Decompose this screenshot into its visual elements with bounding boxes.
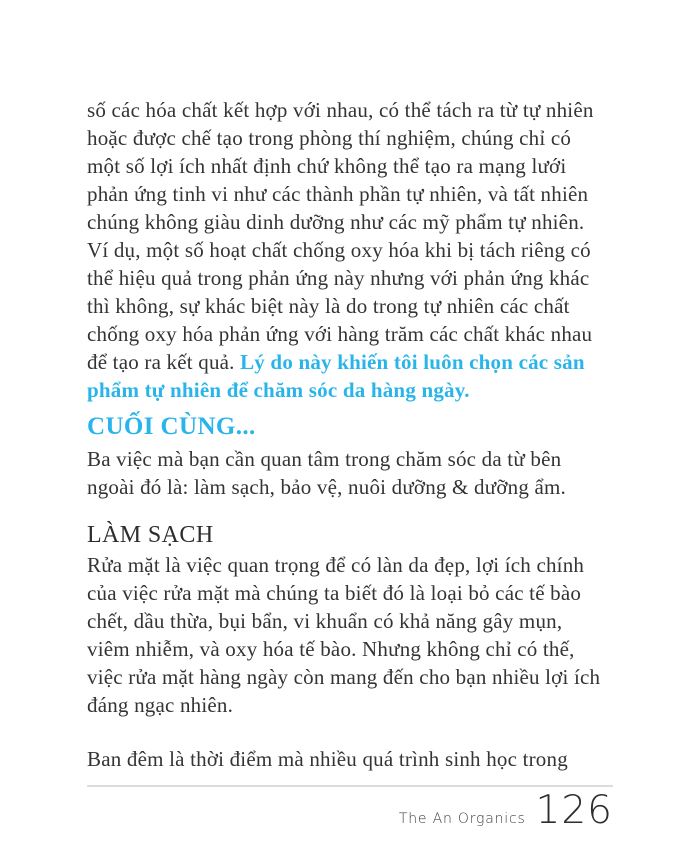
section-heading-final: CUỐI CÙNG... bbox=[87, 413, 256, 440]
paragraph-night bbox=[87, 745, 687, 773]
brand-name: The An Organics bbox=[398, 811, 526, 827]
text-line: ngoài đó là: làm sạch, bảo vệ, nuôi dưỡng & dưỡng ẩm. bbox=[87, 475, 566, 499]
text-line: một số lợi ích nhất định chứ không thể tạo ra mạng lưới bbox=[87, 154, 567, 178]
text-line: chống oxy hóa phản ứng với hàng trăm các chất khác nhau bbox=[87, 322, 593, 346]
paragraph-final bbox=[87, 445, 687, 501]
text-line: Ban đêm là thời điểm mà nhiều quá trình sinh học trong bbox=[87, 747, 568, 771]
text-line: viêm nhiễm, và oxy hóa tế bào. Nhưng không chỉ có thế, bbox=[87, 637, 575, 661]
text-line: Ví dụ, một số hoạt chất chống oxy hóa khi bị tách riêng có bbox=[87, 238, 591, 262]
text-line: thì không, sự khác biệt này là do trong tự nhiên các chất bbox=[87, 294, 570, 318]
page-number: 126 bbox=[535, 788, 613, 833]
text-line: của việc rửa mặt mà chúng ta biết đó là loại bỏ các tế bào bbox=[87, 581, 582, 605]
text-line: chúng không giàu dinh dưỡng như các mỹ phẩm tự nhiên. bbox=[87, 210, 585, 234]
text-line: Ba việc mà bạn cần quan tâm trong chăm sóc da từ bên bbox=[87, 447, 562, 471]
text-line: để tạo ra kết quả. Lý do này khiến tôi luôn chọn các sản bbox=[87, 350, 585, 374]
page-footer bbox=[399, 788, 613, 833]
text-line: việc rửa mặt hàng ngày còn mang đến cho bạn nhiều lợi ích bbox=[87, 665, 601, 689]
text-line: phản ứng tinh vi như các thành phần tự nhiên, và tất nhiên bbox=[87, 182, 589, 206]
paragraph-intro bbox=[87, 96, 687, 404]
text-line: hoặc được chế tạo trong phòng thí nghiệm, chúng chỉ có bbox=[87, 126, 572, 150]
text-line: chết, dầu thừa, bụi bẩn, vi khuẩn có khả năng gây mụn, bbox=[87, 609, 563, 633]
text-line: thể hiệu quả trong phản ứng này nhưng với phản ứng khác bbox=[87, 266, 590, 290]
paragraph-cleansing bbox=[87, 551, 687, 719]
text-line: Rửa mặt là việc quan trọng để có làn da đẹp, lợi ích chính bbox=[87, 553, 585, 577]
text-line: phẩm tự nhiên để chăm sóc da hàng ngày. bbox=[87, 378, 470, 402]
footer-divider bbox=[87, 785, 613, 787]
text-line: số các hóa chất kết hợp với nhau, có thể tách ra từ tự nhiên bbox=[87, 98, 594, 122]
text-line: đáng ngạc nhiên. bbox=[87, 693, 234, 717]
section-heading-cleansing: LÀM SẠCH bbox=[87, 522, 214, 548]
